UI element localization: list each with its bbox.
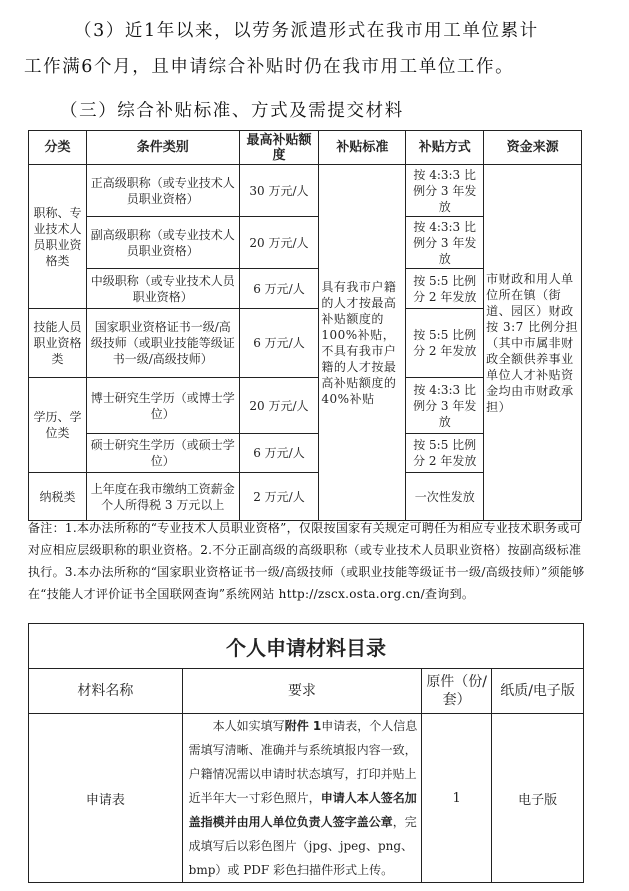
subsidy-table [28, 130, 582, 521]
requirement-text: ，完成填写后以彩色图片（jpg、jpeg、png、bmp）或 PDF 彩色扫描件形式上传。 [188, 815, 417, 877]
group-cell: 纳税类 [29, 473, 87, 521]
header-condition: 条件类别 [86, 131, 239, 165]
method-cell: 按 4:3:3 比例分 3 年发放 [406, 165, 484, 217]
attachment-reference: 附件 1 [284, 719, 322, 733]
funding-cell: 市财政和用人单位所在镇（街道、园区）财政按 3:7 比例分担（其中市属非财政全额供养事业单位人才补贴资金均由市财政承担） [484, 165, 582, 521]
material-name-cell: 申请表 [29, 714, 183, 883]
header-original-count: 原件（份/套） [422, 669, 492, 714]
table-note: 备注：1.本办法所称的“专业技术人员职业资格”，仅限按国家有关规定可聘任为相应专业技术职务或可对应相应层级职称的职业资格。2.不分正副高级的高级职称（或专业技术人员职业资格）按副高级标准执行。3.本办法所称的“国家职业资格证书一级/高级技师（或职业技能等级证书一级/高级技师）”须能够在“技能人才评价证书全国联网查询”系统网站 http://zscx.osta.org.cn/查询到。 [28, 521, 585, 601]
header-requirement: 要求 [182, 669, 422, 714]
group-cell: 职称、专业技术人员职业资格类 [29, 165, 87, 309]
method-cell: 按 5:5 比例分 2 年发放 [406, 269, 484, 309]
format-cell: 电子版 [492, 714, 584, 883]
header-standard: 补贴标准 [319, 131, 406, 165]
amount-cell: 2 万元/人 [239, 473, 319, 521]
materials-table-title: 个人申请材料目录 [29, 624, 584, 669]
condition-cell: 国家职业资格证书一级/高级技师（或职业技能等级证书一级/高级技师） [86, 309, 239, 378]
group-cell: 学历、学位类 [29, 378, 87, 473]
amount-cell: 20 万元/人 [239, 378, 319, 434]
amount-cell: 20 万元/人 [239, 217, 319, 269]
header-method: 补贴方式 [406, 131, 484, 165]
header-category: 分类 [29, 131, 87, 165]
condition-cell: 正高级职称（或专业技术人员职业资格） [86, 165, 239, 217]
header-funding: 资金来源 [484, 131, 582, 165]
method-cell: 按 5:5 比例分 2 年发放 [406, 434, 484, 473]
requirement-text: 申请表，个人信息需填写清晰、准确并与系统填报内容一致，户籍情况需以申请时状态填写，打印并贴上近半年大一寸彩色照片， [188, 719, 418, 805]
table-row [29, 714, 584, 883]
standard-cell: 具有我市户籍的人才按最高补贴额度的 100%补贴，不具有我市户籍的人才按最高补贴额度的 40%补贴 [319, 165, 406, 521]
paragraph-item-3: （3）近1年以来，以劳务派遣形式在我市用工单位累计 [74, 21, 539, 41]
condition-cell: 中级职称（或专业技术人员职业资格） [86, 269, 239, 309]
condition-cell: 硕士研究生学历（或硕士学位） [86, 434, 239, 473]
signature-requirement: 申请人本人签名加盖指模并由用人单位负责人签字盖公章 [188, 791, 417, 829]
method-cell: 按 5:5 比例分 2 年发放 [406, 309, 484, 378]
condition-cell: 博士研究生学历（或博士学位） [86, 378, 239, 434]
header-material-name: 材料名称 [29, 669, 183, 714]
method-cell: 按 4:3:3 比例分 3 年发放 [406, 217, 484, 269]
header-format: 纸质/电子版 [492, 669, 584, 714]
amount-cell: 30 万元/人 [239, 165, 319, 217]
requirement-text: 本人如实填写 [212, 719, 285, 733]
condition-cell: 上年度在我市缴纳工资薪金个人所得税 3 万元以上 [86, 473, 239, 521]
original-count-cell: 1 [422, 714, 492, 883]
amount-cell: 6 万元/人 [239, 309, 319, 378]
table-row [29, 165, 582, 217]
method-cell: 按 4:3:3 比例分 3 年发放 [406, 378, 484, 434]
group-cell: 技能人员职业资格类 [29, 309, 87, 378]
materials-table [28, 623, 584, 883]
paragraph-item-3-continued: 工作满6个月，且申请综合补贴时仍在我市用工单位工作。 [24, 57, 515, 77]
header-max-amount: 最高补贴额度 [239, 131, 319, 165]
requirement-cell [182, 714, 422, 883]
amount-cell: 6 万元/人 [239, 434, 319, 473]
amount-cell: 6 万元/人 [239, 269, 319, 309]
method-cell: 一次性发放 [406, 473, 484, 521]
section-heading: （三）综合补贴标准、方式及需提交材料 [60, 101, 404, 121]
condition-cell: 副高级职称（或专业技术人员职业资格） [86, 217, 239, 269]
